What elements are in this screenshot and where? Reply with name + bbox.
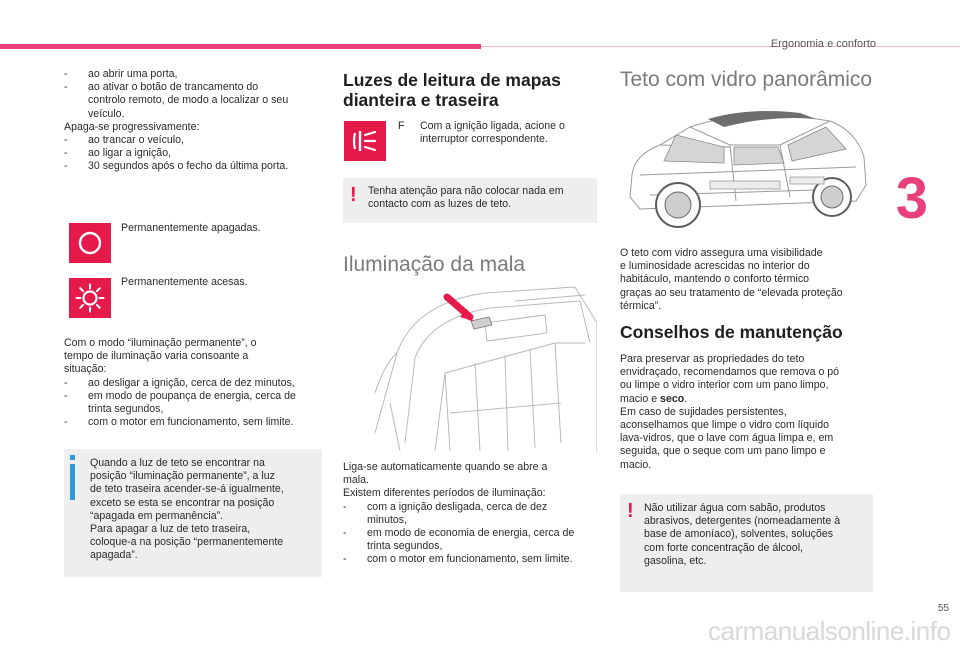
- maintenance-dry-bold: seco: [660, 392, 685, 405]
- text-line: Em caso de sujidades persistentes,: [620, 405, 787, 418]
- line-text: Com o modo “iluminação permanente”, o: [64, 337, 257, 349]
- list-dash: -: [343, 500, 347, 513]
- text-line: [64, 134, 329, 147]
- text-line: habitáculo, mantendo o conforto térmico: [620, 273, 810, 286]
- info-icon: [70, 455, 75, 555]
- reading-light-icon: [344, 121, 386, 161]
- list-dash: -: [64, 68, 68, 80]
- maintenance-heading: Conselhos de manutenção: [620, 322, 843, 342]
- line-text: Liga-se automaticamente quando se abre a: [343, 461, 548, 473]
- warning-icon: !: [350, 184, 357, 206]
- text-line: [343, 474, 599, 487]
- text-line: [343, 501, 599, 514]
- list-dash: -: [64, 81, 68, 94]
- line-text: controlo remoto, de modo a localizar o seu: [88, 94, 289, 107]
- maintenance-warning-panel: [620, 494, 873, 592]
- text-line: [64, 121, 329, 134]
- text-line: Tenha atenção para não colocar nada em: [368, 185, 564, 197]
- text-line: macio.: [620, 458, 652, 471]
- intro-text: [64, 68, 329, 174]
- line-text: veículo.: [88, 107, 125, 120]
- maintenance-dry-prefix: macio e: [620, 392, 661, 405]
- text-line: Para apagar a luz de teto traseira,: [90, 523, 251, 536]
- text-line: [343, 540, 599, 553]
- list-dash: -: [64, 147, 68, 160]
- text-line: graças ao seu tratamento de “elevada proteção: [620, 286, 843, 299]
- list-dash: -: [64, 160, 68, 173]
- text-line: interruptor correspondente.: [420, 133, 548, 146]
- text-line: [64, 403, 329, 416]
- line-text: Apaga-se progressivamente:: [64, 120, 200, 133]
- list-dash: -: [64, 416, 68, 429]
- line-text: ao ativar o botão de trancamento do: [88, 81, 259, 94]
- warning-icon: !: [627, 500, 634, 522]
- list-dash: -: [343, 553, 347, 566]
- line-text: trinta segundos,: [88, 403, 164, 416]
- line-text: ao desligar a ignição, cerca de dez minutos,: [88, 376, 295, 389]
- line-text: com o motor em funcionamento, sem limite.: [88, 416, 294, 429]
- text-line: [343, 553, 599, 566]
- warning-text: [368, 185, 564, 211]
- text-line: Com a ignição ligada, acione o: [420, 120, 565, 132]
- line-text: minutos,: [367, 513, 408, 526]
- info-panel: [64, 449, 322, 577]
- line-text: 30 segundos após o fecho da última porta.: [88, 160, 289, 173]
- text-line: térmica”.: [620, 299, 662, 312]
- text-line: base de amoníaco), solventes, soluções: [644, 528, 834, 541]
- text-line: dianteira e traseira: [343, 90, 499, 110]
- page-number: 55: [938, 603, 950, 614]
- text-line: [343, 527, 599, 540]
- panoramic-roof-text: [620, 247, 882, 313]
- lamp-on-icon: [69, 278, 111, 318]
- text-line: [64, 363, 329, 376]
- text-line: Para preservar as propriedades do teto: [620, 353, 805, 365]
- text-line: [64, 81, 329, 94]
- text-line: coloque-a na posição “permanentemente: [90, 536, 284, 549]
- text-line: e luminosidade acrescidas no interior do: [620, 260, 810, 273]
- line-text: situação:: [64, 363, 107, 376]
- text-line: O teto com vidro assegura uma visibilidade: [620, 247, 823, 259]
- map-lights-heading: [343, 70, 561, 110]
- text-line: posição “iluminação permanente”, a luz: [90, 470, 275, 483]
- line-text: ao trancar o veículo,: [88, 134, 184, 147]
- text-line: Não utilizar água com sabão, produtos: [644, 502, 826, 514]
- mode-text: [64, 337, 329, 429]
- section-title: Ergonomia e conforto: [770, 38, 876, 50]
- text-line: exceto se esta se encontrar na posição: [90, 496, 275, 509]
- text-line: [64, 108, 329, 121]
- text-line: [64, 160, 329, 173]
- car-illustration: [620, 105, 872, 237]
- text-line: seguida, que o seque com um pano limpo e: [620, 445, 826, 458]
- header-accent-bar: [0, 44, 481, 49]
- line-text: ao abrir uma porta,: [88, 68, 178, 80]
- text-line: [64, 416, 329, 429]
- lamp-on-label: Permanentemente acesas.: [121, 276, 248, 288]
- bullet-glyph: F: [398, 120, 405, 132]
- trunk-light-text: [343, 461, 599, 567]
- line-text: trinta segundos,: [367, 540, 443, 553]
- text-line: envidraçado, recomendamos que remova o pó: [620, 366, 840, 379]
- line-text: em modo de poupança de energia, cerca de: [88, 389, 296, 402]
- text-line: contacto com as luzes de teto.: [368, 198, 512, 211]
- chapter-number: 3: [895, 166, 928, 231]
- text-line: de teto traseira acender-se-á igualmente,: [90, 483, 284, 496]
- watermark: carmanualsonline.info: [708, 616, 951, 646]
- text-line: [64, 350, 329, 363]
- maintenance-dry-suffix: .: [684, 392, 688, 405]
- lamp-off-label: Permanentemente apagadas.: [121, 222, 261, 234]
- text-line: com forte concentração de álcool,: [644, 541, 803, 554]
- list-dash: -: [64, 389, 68, 402]
- text-line: Luzes de leitura de mapas: [343, 70, 561, 90]
- text-line: [343, 514, 599, 527]
- list-dash: -: [343, 527, 347, 540]
- warning-panel: [343, 178, 597, 223]
- text-line: Quando a luz de teto se encontrar na: [90, 457, 265, 469]
- text-line: [64, 337, 329, 350]
- text-line: apagada”.: [90, 549, 138, 562]
- panoramic-roof-heading: Teto com vidro panorâmico: [620, 68, 873, 91]
- trunk-illustration: [375, 283, 597, 453]
- line-text: mala.: [343, 474, 369, 487]
- text-line: [64, 68, 329, 81]
- line-text: ao ligar a ignição,: [88, 147, 172, 160]
- maintenance-text: [620, 353, 882, 472]
- text-line: gasolina, etc.: [644, 554, 707, 567]
- trunk-light-heading: Iluminação da mala: [343, 253, 526, 276]
- text-line: lava-vidros, que o lave com água limpa e, em: [620, 432, 834, 445]
- list-dash: -: [64, 134, 68, 147]
- text-line: [64, 377, 329, 390]
- header-rule: [481, 46, 960, 47]
- text-line: [64, 390, 329, 403]
- line-text: tempo de iluminação varia consoante a: [64, 350, 249, 363]
- list-dash: -: [64, 376, 68, 389]
- text-line: [64, 94, 329, 107]
- text-line: abrasivos, detergentes (nomeadamente à: [644, 515, 841, 528]
- map-lights-instruction: [420, 120, 565, 146]
- text-line: aconselhamos que limpe o vidro com líquido: [620, 419, 830, 432]
- text-line: [64, 147, 329, 160]
- text-line: ou limpe o vidro interior com um pano limpo,: [620, 379, 829, 392]
- line-text: em modo de economia de energia, cerca de: [367, 527, 575, 540]
- lamp-off-icon: [69, 223, 111, 263]
- line-text: com a ignição desligada, cerca de dez: [367, 500, 548, 513]
- text-line: [343, 487, 599, 500]
- line-text: Existem diferentes períodos de iluminação:: [343, 487, 546, 500]
- line-text: com o motor em funcionamento, sem limite.: [367, 553, 573, 566]
- maintenance-warning-text: [644, 502, 840, 568]
- text-line: [343, 461, 599, 474]
- info-text: [90, 457, 284, 563]
- text-line: “apagada em permanência”.: [90, 509, 224, 522]
